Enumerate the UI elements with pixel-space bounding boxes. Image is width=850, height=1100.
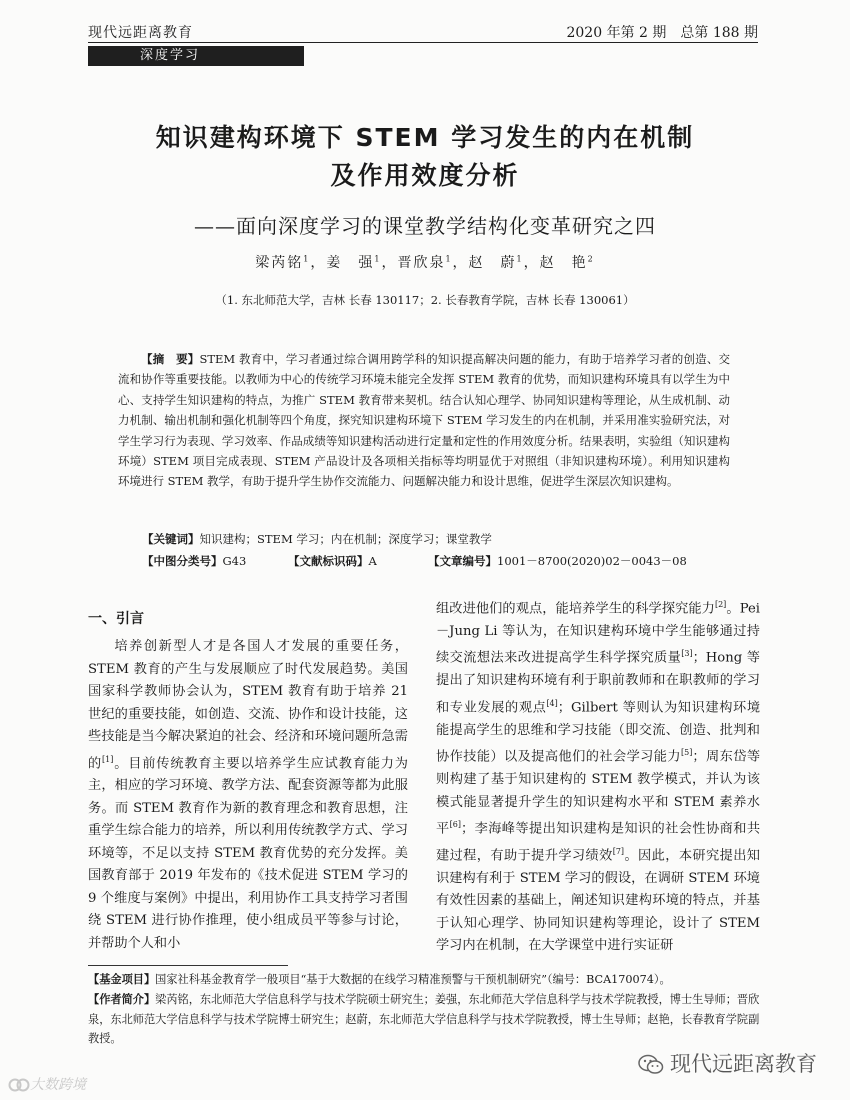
title-line-1: 知识建构环境下 STEM 学习发生的内在机制 [155,123,695,152]
citation: [1] [102,754,114,764]
abstract [118,349,730,492]
citation: [3] [681,649,693,659]
subtitle: ——面向深度学习的课堂教学结构化变革研究之四 [194,214,656,238]
author: 赵 艳$^2$ [539,254,595,271]
citation: [7] [612,846,625,856]
keywords-label: 【关键词】 [142,532,200,546]
author: 晋欣泉$^1$， [397,254,469,271]
abstract-text: STEM 教育中，学习者通过综合调用跨学科的知识提高解决问题的能力，有助于培养学习者的创造、交流和协作等重要技能。以教师为中心的传统学习环境未能完全发挥 STEM 教育的优势，而知识建构环境具有以学生为中心、支持学生知识建构的特点，为推广 STEM 教育带来契机。结合认知心理学、协同知识建构等理论，从生成机制、动力机制、输出机制和强化机制等四个角度，探究知识建构环境下 STEM 学习发生的内在机制，并采用准实验研究法，对学生学习行为表现、学习效率、作品成绩等知识建构活动进行定量和定性的作用效度分析。结果表明，实验组（知识建构环境）STEM 项目完成表现、STEM 产品设计及各项相关指标等均明显优于对照组（非知识建构环境）。利用知识建构环境进行 STEM 教学，有助于提升学生协作交流能力、问题解决能力和设计思维，促进学生深层次知识建构。 [118,352,731,489]
wechat-icon [638,1054,664,1076]
footnote-authors: 【作者简介】梁芮铭，东北师范大学信息科学与技术学院硕士研究生；姜强，东北师范大学信息科学与技术学院教授，博士生导师；晋欣泉，东北师范大学信息科学与技术学院博士研究生；赵蔚，东北师范大学信息科学与技术学院教授，博士生导师；赵艳，长春教育学院副教授。 [88,993,760,1045]
citation: [2] [714,600,727,609]
abstract-label: 【摘 要】 [141,352,200,366]
affiliation: （1. 东北师范大学，吉林 长春 130117；2. 长春教育学院，吉林 长春 130061） [215,293,635,307]
author: 梁芮铭$^1$， [255,254,327,271]
keywords-text: 知识建构；STEM 学习；内在机制；深度学习；课堂教学 [199,532,492,546]
logo-icon [8,1078,30,1092]
keywords [142,531,742,547]
header-rule [88,42,758,43]
section-heading-intro: 一、引言 [88,611,144,627]
section-tag-label: 深度学习 [140,48,201,63]
issue-info: 2020 年第 2 期 总第 188 期 [566,25,758,41]
article-number: 【文章编号】1001－8700(2020)02－0043－08 [428,554,687,568]
author: 赵 蔚$^1$， [468,254,540,271]
citation: [4] [546,698,558,708]
author-list [60,252,790,272]
intro-column-left [88,636,408,955]
paragraph: 组改进他们的观点，能培养学生的科学探究能力[2]。Pei－Jung Li 等认为，在知识建构环境中学生能够通过持续交流想法来改进提高学生科学探究质量[3]；Hong 等提出了知识建构环境有利于职前教师和在职教师的学习和专业发展的观点[4]；Gilbert 等则认为知识建构环境能提高学生的思维和学习技能（即交流、创造、批判和协作技能）以及提高他们的社会学习能力[5]；周东岱等则构建了基于知识建构的 STEM 教学模式，并认为该模式能显著提升学生的知识建构水平和 STEM 素养水平[6]；李海峰等提出知识建构是知识的社会性协商和共建过程，有助于提升学习绩效[7]。因此，本研究提出知识建构有利于 STEM 学习的假设，在调研 STEM 环境有效性因素的基础上，阐述知识建构环境的特点，并基于认知心理学、协同知识建构等理论，设计了 STEM 学习内在机制，在大学课堂中进行实证研 [436,600,761,954]
watermark-corner: 大数跨境 [8,1074,86,1094]
title-line-2: 及作用效度分析 [330,161,520,190]
intro-column-right [436,594,760,958]
journal-name: 现代远距离教育 [88,25,193,41]
footnote-rule [88,965,288,966]
section-tag [88,46,304,66]
document-code: 【文献标识码】A [288,554,377,568]
clc-number: 【中图分类号】G43 [142,554,247,568]
watermark-wechat: 现代远距离教育 [638,1048,838,1078]
citation: [5] [681,748,693,758]
citation: [6] [449,820,461,830]
paragraph: 培养创新型人才是各国人才发展的重要任务，STEM 教育的产生与发展顺应了时代发展趋势。美国国家科学教师协会认为，STEM 教育有助于培养 21 世纪的重要技能，如创造、交流、协作和设计技能，这些技能是当今解决紧迫的社会、经济和环境问题所急需的[1]。目前传统教育主要以培养学生应试教育能力为主，相应的学习环境、教学方法、配套资源等都为此服务。而 STEM 教育作为新的教育理念和教育思想，注重学生综合能力的培养，所以利用传统教学方式、学习环境等，不足以支持 STEM 教育优势的充分发挥。美国教育部于 2019 年发布的《技术促进 STEM 学习的 9 个维度与案例》中提出，利用协作工具支持学习者围绕 STEM 进行协作推理，使小组成员平等参与讨论，并帮助个人和小 [88,639,408,951]
author: 姜 强$^1$， [326,254,398,271]
footnote-fund: 【基金项目】国家社科基金教育学一般项目“基于大数据的在线学习精准预警与干预机制研究”（编号：BCA170074）。 [88,973,671,986]
